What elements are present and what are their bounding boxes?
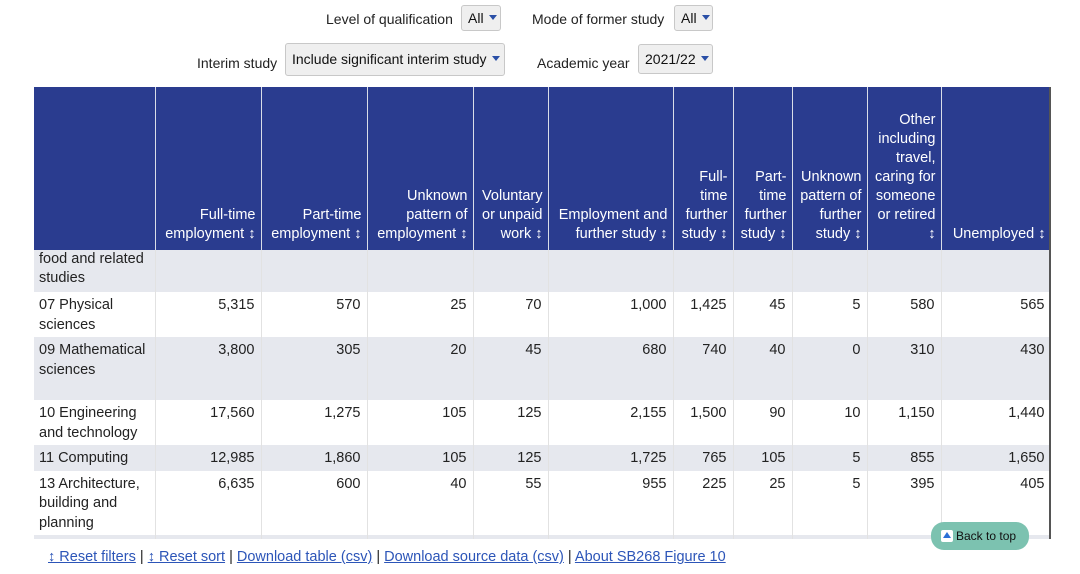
table-cell: 45 [733, 292, 792, 337]
interim-study-select[interactable] [285, 43, 505, 76]
table-cell: 17,560 [155, 400, 261, 445]
table-cell [867, 250, 941, 292]
table-cell: 1,650 [941, 445, 1051, 471]
table-scroll-edge [1049, 87, 1051, 539]
level-of-qualification-value: All [468, 10, 484, 26]
table-cell: 570 [261, 292, 367, 337]
table-cell-subject: 09 Mathematical sciences [34, 337, 155, 400]
table-cell [155, 535, 261, 539]
table-cell [792, 250, 867, 292]
table-cell: 25 [733, 471, 792, 536]
table-cell: 3,800 [155, 337, 261, 400]
table-cell [673, 535, 733, 539]
column-header-other[interactable]: Other including travel, caring for someone or retired ↕ [867, 87, 941, 250]
table-cell: 305 [261, 337, 367, 400]
table-cell: 5 [792, 292, 867, 337]
column-header-part-time-further-study[interactable]: Part-time further study ↕ [733, 87, 792, 250]
table-cell [548, 250, 673, 292]
column-header-part-time-employment[interactable]: Part-time employment ↕ [261, 87, 367, 250]
table-cell: 105 [367, 445, 473, 471]
table-cell: 25 [367, 292, 473, 337]
table-cell: 1,500 [673, 400, 733, 445]
table-cell [867, 535, 941, 539]
table-cell: 55 [473, 471, 548, 536]
table-cell: 395 [867, 471, 941, 536]
table-cell: 70 [473, 292, 548, 337]
table-row [34, 337, 1051, 400]
table-cell: 1,000 [548, 292, 673, 337]
table-cell [733, 250, 792, 292]
chevron-down-icon [701, 56, 709, 61]
table-cell: 105 [367, 400, 473, 445]
table-cell: 1,440 [941, 400, 1051, 445]
separator: | [376, 549, 381, 565]
chevron-down-icon [489, 15, 497, 20]
table-row [34, 400, 1051, 445]
table-cell: 5,315 [155, 292, 261, 337]
table-cell: 105 [733, 445, 792, 471]
table-cell: 2,155 [548, 400, 673, 445]
table-cell: 405 [941, 471, 1051, 536]
table-cell: 5 [792, 471, 867, 536]
table-cell: 20 [367, 337, 473, 400]
mode-of-former-study-label: Mode of former study [532, 11, 665, 27]
table-cell [473, 250, 548, 292]
column-header-voluntary-or-unpaid-work[interactable]: Voluntary or unpaid work ↕ [473, 87, 548, 250]
table-row [34, 471, 1051, 536]
download-source-data-link[interactable]: Download source data (csv) [384, 549, 564, 565]
table-cell: 5 [792, 445, 867, 471]
column-header-subject [34, 87, 155, 250]
table-cell: 580 [867, 292, 941, 337]
filter-panel [0, 0, 1080, 88]
outcomes-table [34, 87, 1051, 539]
table-cell: 1,860 [261, 445, 367, 471]
table-cell: 430 [941, 337, 1051, 400]
interim-study-label: Interim study [197, 55, 278, 71]
table-cell [792, 535, 867, 539]
table-cell [673, 250, 733, 292]
table-cell: 855 [867, 445, 941, 471]
separator: | [139, 549, 144, 565]
table-cell: 740 [673, 337, 733, 400]
arrow-up-icon [941, 530, 953, 542]
table-cell [261, 535, 367, 539]
table-cell: 1,150 [867, 400, 941, 445]
chevron-down-icon [492, 56, 500, 61]
table-cell: 680 [548, 337, 673, 400]
column-header-full-time-further-study[interactable]: Full-time further study ↕ [673, 87, 733, 250]
table-cell [941, 250, 1051, 292]
table-cell-subject: food and related studies [34, 250, 155, 292]
mode-of-former-study-value: All [681, 10, 697, 26]
table-cell-subject: 13 Architecture, building and planning [34, 471, 155, 536]
table-row [34, 292, 1051, 337]
table-cell: 1,275 [261, 400, 367, 445]
download-table-link[interactable]: Download table (csv) [236, 549, 373, 565]
column-header-full-time-employment[interactable]: Full-time employment ↕ [155, 87, 261, 250]
table-cell: 310 [867, 337, 941, 400]
table-cell: 90 [733, 400, 792, 445]
back-to-top-button[interactable] [931, 522, 1029, 550]
table-cell: 45 [473, 337, 548, 400]
table-cell: 6,635 [155, 471, 261, 536]
table-cell [261, 250, 367, 292]
table-cell: 955 [548, 471, 673, 536]
table-cell: 1,425 [673, 292, 733, 337]
table-cell [155, 250, 261, 292]
table-cell: 125 [473, 445, 548, 471]
table-cell [548, 535, 673, 539]
chevron-down-icon [702, 15, 710, 20]
table-cell: 565 [941, 292, 1051, 337]
reset-filters-link[interactable]: ↕ Reset filters [48, 549, 136, 565]
table-cell-subject: 10 Engineering and technology [34, 400, 155, 445]
table-row [34, 445, 1051, 471]
academic-year-value: 2021/22 [645, 51, 696, 67]
table-cell: 12,985 [155, 445, 261, 471]
level-of-qualification-label: Level of qualification [326, 11, 453, 27]
column-header-employment-and-further-study[interactable]: Employment and further study ↕ [548, 87, 673, 250]
about-figure-link[interactable]: About SB268 Figure 10 [574, 549, 726, 565]
column-header-unemployed[interactable]: Unemployed ↕ [941, 87, 1051, 250]
table-cell: 225 [673, 471, 733, 536]
table-cell: 40 [367, 471, 473, 536]
table-cell: 765 [673, 445, 733, 471]
table-cell [34, 535, 155, 539]
table-row [34, 250, 1051, 292]
separator: | [567, 549, 572, 565]
table-cell-subject: 07 Physical sciences [34, 292, 155, 337]
table-row [34, 535, 1051, 539]
table-header-row [34, 87, 1051, 250]
table-cell: 125 [473, 400, 548, 445]
column-header-unknown-pattern-of-further-study[interactable]: Unknown pattern of further study ↕ [792, 87, 867, 250]
table-cell [473, 535, 548, 539]
outcomes-table-container[interactable] [34, 87, 1051, 539]
back-to-top-label: Back to top [956, 529, 1017, 543]
table-cell [367, 535, 473, 539]
academic-year-select[interactable] [638, 44, 713, 74]
table-cell-subject: 11 Computing [34, 445, 155, 471]
academic-year-label: Academic year [537, 55, 630, 71]
table-cell: 0 [792, 337, 867, 400]
table-cell: 1,725 [548, 445, 673, 471]
column-header-unknown-pattern-of-employment[interactable]: Unknown pattern of employment ↕ [367, 87, 473, 250]
mode-of-former-study-select[interactable] [674, 5, 713, 31]
table-cell: 600 [261, 471, 367, 536]
separator: | [229, 549, 233, 565]
table-cell: 40 [733, 337, 792, 400]
level-of-qualification-select[interactable] [461, 5, 501, 31]
table-cell [733, 535, 792, 539]
reset-sort-link[interactable]: ↕ Reset sort [147, 549, 226, 565]
interim-study-value: Include significant interim study [292, 51, 487, 67]
table-cell [367, 250, 473, 292]
table-cell: 10 [792, 400, 867, 445]
table-footer-links [48, 549, 726, 565]
